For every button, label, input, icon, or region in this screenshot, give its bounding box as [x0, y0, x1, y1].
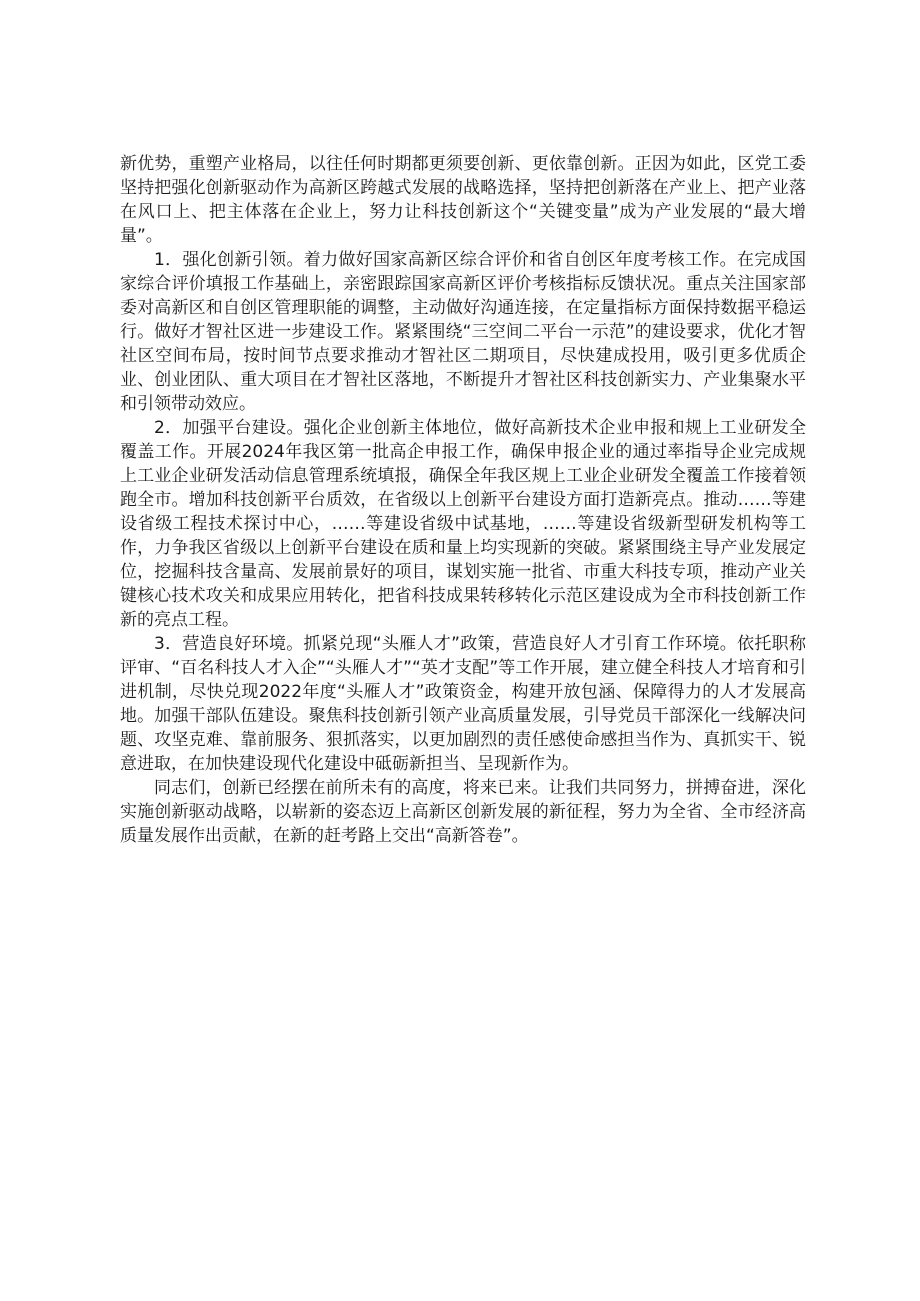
- paragraph-point-2-platform-building: 2．加强平台建设。强化企业创新主体地位，做好高新技术企业申报和规上工业研发全覆盖工作。开展2024年我区第一批高企申报工作，确保申报企业的通过率指导企业完成规上工业企业研发活动信息管理系统填报，确保全年我区规上工业企业研发全覆盖工作接着领跑全市。增加科技创新平台质效，在省级以上创新平台建设方面打造新亮点。推动……等建设省级工程技术探讨中心，……等建设省级中试基地，……等建设省级新型研发机构等工作，力争我区省级以上创新平台建设在质和量上均实现新的突破。紧紧围绕主导产业发展定位，挖掘科技含量高、发展前景好的项目，谋划实施一批省、市重大科技专项，推动产业关键核心技术攻关和成果应用转化，把省科技成果转移转化示范区建设成为全市科技创新工作新的亮点工程。: [120, 418, 806, 630]
- paragraph-intro-continuation: 新优势，重塑产业格局，以往任何时期都更须要创新、更依靠创新。正因为如此，区党工委坚持把强化创新驱动作为高新区跨越式发展的战略选择，坚持把创新落在产业上、把产业落在风口上、把主体落在企业上，努力让科技创新这个“关键变量”成为产业发展的“最大增量”。: [120, 154, 806, 246]
- paragraph-point-3-environment: 3．营造良好环境。抓紧兑现“头雁人才”政策，营造良好人才引育工作环境。依托职称评审、“百名科技人才入企”“头雁人才”“英才支配”等工作开展，建立健全科技人才培育和引进机制，尽快兑现2022年度“头雁人才”政策资金，构建开放包涵、保障得力的人才发展高地。加强干部队伍建设。聚焦科技创新引领产业高质量发展，引导党员干部深化一线解决问题、攻坚克难、靠前服务、狠抓落实，以更加剧烈的责任感使命感担当作为、真抓实干、锐意进取，在加快建设现代化建设中砥砺新担当、呈现新作为。: [120, 634, 806, 774]
- paragraph-point-1-innovation-leadership: 1．强化创新引领。着力做好国家高新区综合评价和省自创区年度考核工作。在完成国家综合评价填报工作基础上，亲密跟踪国家高新区评价考核指标反馈状况。重点关注国家部委对高新区和自创区管理职能的调整，主动做好沟通连接，在定量指标方面保持数据平稳运行。做好才智社区进一步建设工作。紧紧围绕“三空间二平台一示范”的建设要求，优化才智社区空间布局，按时间节点要求推动才智社区二期项目，尽快建成投用，吸引更多优质企业、创业团队、重大项目在才智社区落地，不断提升才智社区科技创新实力、产业集聚水平和引领带动效应。: [120, 250, 806, 414]
- paragraph-closing: 同志们，创新已经摆在前所未有的高度，将来已来。让我们共同努力，拼搏奋进，深化实施创新驱动战略，以崭新的姿态迈上高新区创新发展的新征程，努力为全省、全市经济高质量发展作出贡献，在新的赶考路上交出“高新答卷”。: [120, 778, 806, 846]
- document-body: [120, 152, 806, 848]
